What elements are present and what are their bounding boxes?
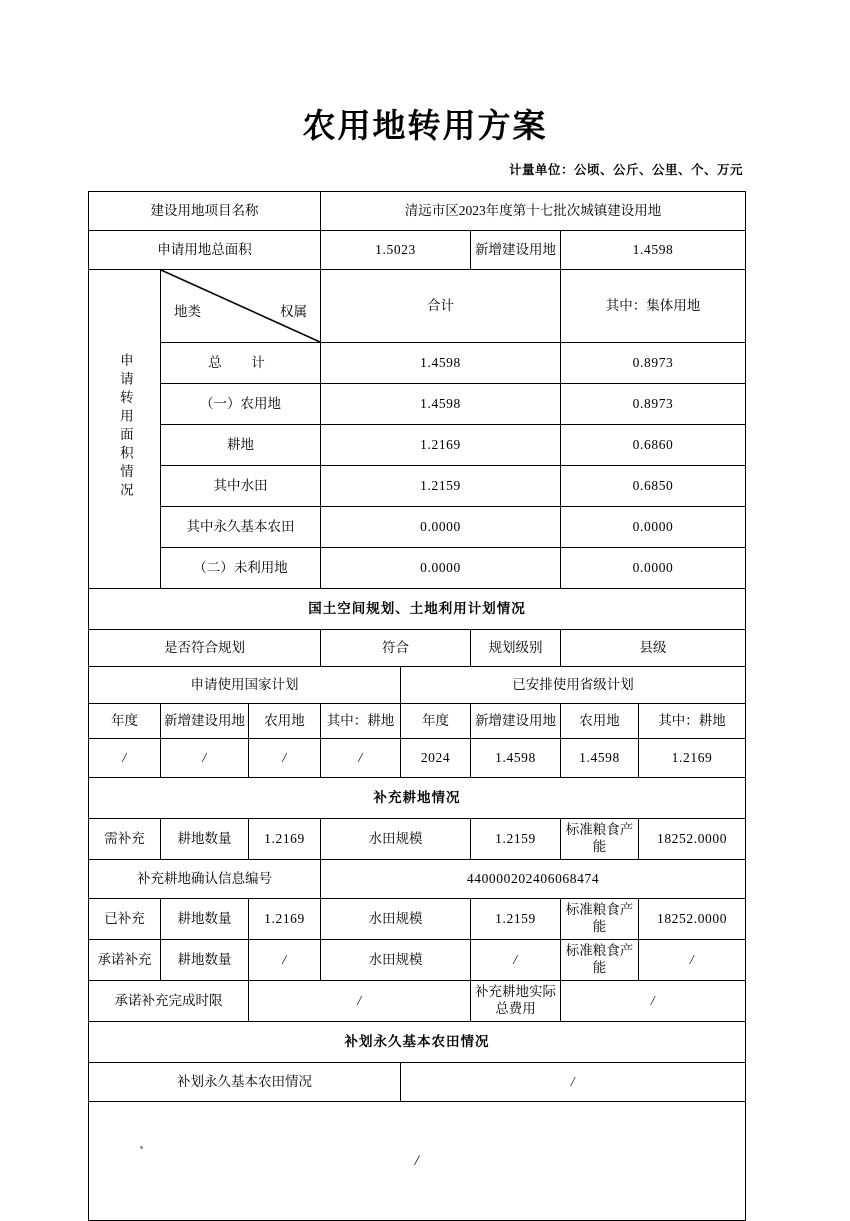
conversion-side-label-text: 申请转用面积情况 bbox=[117, 352, 133, 501]
basic-farmland-row-value: / bbox=[401, 1063, 746, 1102]
col-header-new-construction-national: 新增建设用地 bbox=[161, 704, 249, 739]
table-row bbox=[89, 466, 746, 507]
project-name-label: 建设用地项目名称 bbox=[89, 192, 321, 231]
promised-paddy-value: / bbox=[471, 940, 561, 981]
conversion-row-total: 0.0000 bbox=[321, 507, 561, 548]
national-agricultural-value: / bbox=[249, 739, 321, 778]
diagonal-header-cell bbox=[161, 270, 321, 343]
provincial-year-value: 2024 bbox=[401, 739, 471, 778]
col-header-year-national: 年度 bbox=[89, 704, 161, 739]
conversion-row-label: 耕地 bbox=[161, 425, 321, 466]
conversion-row-label: 总 计 bbox=[161, 343, 321, 384]
supplement-section-title: 补充耕地情况 bbox=[89, 778, 746, 819]
basic-farmland-row-label: 补划永久基本农田情况 bbox=[89, 1063, 401, 1102]
paddy-label: 水田规模 bbox=[321, 899, 471, 940]
table-row bbox=[89, 778, 746, 819]
table-row bbox=[89, 507, 746, 548]
table-row bbox=[89, 899, 746, 940]
actual-cost-value: / bbox=[561, 981, 746, 1022]
conversion-row-collective: 0.8973 bbox=[561, 343, 746, 384]
table-row bbox=[89, 819, 746, 860]
basic-farmland-section-title: 补划永久基本农田情况 bbox=[89, 1022, 746, 1063]
quantity-label: 耕地数量 bbox=[161, 899, 249, 940]
quantity-label: 耕地数量 bbox=[161, 819, 249, 860]
actual-cost-label: 补充耕地实际总费用 bbox=[471, 981, 561, 1022]
table-row bbox=[89, 548, 746, 589]
provincial-agricultural-value: 1.4598 bbox=[561, 739, 639, 778]
basic-farmland-remark-value: / bbox=[414, 1152, 420, 1169]
conversion-row-total: 0.0000 bbox=[321, 548, 561, 589]
capacity-label: 标准粮食产能 bbox=[561, 819, 639, 860]
table-row bbox=[89, 270, 746, 343]
column-header-collective: 其中：集体用地 bbox=[561, 270, 746, 343]
required-paddy-value: 1.2159 bbox=[471, 819, 561, 860]
table-row bbox=[89, 667, 746, 704]
planning-section-title: 国土空间规划、土地利用计划情况 bbox=[89, 589, 746, 630]
national-plan-header: 申请使用国家计划 bbox=[89, 667, 401, 704]
page-speck bbox=[140, 1146, 143, 1149]
quantity-label: 耕地数量 bbox=[161, 940, 249, 981]
table-row bbox=[89, 739, 746, 778]
conversion-row-collective: 0.6850 bbox=[561, 466, 746, 507]
col-header-agricultural-national: 农用地 bbox=[249, 704, 321, 739]
table-row bbox=[89, 860, 746, 899]
completed-paddy-value: 1.2159 bbox=[471, 899, 561, 940]
table-row bbox=[89, 1102, 746, 1221]
total-area-value: 1.5023 bbox=[321, 231, 471, 270]
plan-level-value: 县级 bbox=[561, 630, 746, 667]
conform-value: 符合 bbox=[321, 630, 471, 667]
conversion-row-collective: 0.0000 bbox=[561, 507, 746, 548]
conform-label: 是否符合规划 bbox=[89, 630, 321, 667]
unit-note: 计量单位：公顷、公斤、公里、个、万元 bbox=[508, 163, 743, 177]
col-header-cultivated-provincial: 其中：耕地 bbox=[639, 704, 746, 739]
confirm-no-label: 补充耕地确认信息编号 bbox=[89, 860, 321, 899]
col-header-new-construction-provincial: 新增建设用地 bbox=[471, 704, 561, 739]
conversion-row-total: 1.2159 bbox=[321, 466, 561, 507]
table-row bbox=[89, 384, 746, 425]
provincial-plan-header: 已安排使用省级计划 bbox=[401, 667, 746, 704]
promised-quantity-value: / bbox=[249, 940, 321, 981]
table-row bbox=[89, 704, 746, 739]
table-row bbox=[89, 425, 746, 466]
plan-level-label: 规划级别 bbox=[471, 630, 561, 667]
conversion-row-label: （二）未利用地 bbox=[161, 548, 321, 589]
paddy-label: 水田规模 bbox=[321, 940, 471, 981]
required-quantity-value: 1.2169 bbox=[249, 819, 321, 860]
conversion-row-total: 1.4598 bbox=[321, 384, 561, 425]
national-new-construction-value: / bbox=[161, 739, 249, 778]
table-row bbox=[89, 589, 746, 630]
capacity-label: 标准粮食产能 bbox=[561, 940, 639, 981]
deadline-value: / bbox=[249, 981, 471, 1022]
conversion-row-label: 其中永久基本农田 bbox=[161, 507, 321, 548]
table-row bbox=[89, 630, 746, 667]
basic-farmland-remark-cell bbox=[89, 1102, 746, 1221]
deadline-label: 承诺补充完成时限 bbox=[89, 981, 249, 1022]
land-conversion-table bbox=[88, 191, 746, 1221]
project-name-value: 清远市区2023年度第十七批次城镇建设用地 bbox=[321, 192, 746, 231]
promised-capacity-value: / bbox=[639, 940, 746, 981]
paddy-label: 水田规模 bbox=[321, 819, 471, 860]
table-row bbox=[89, 343, 746, 384]
col-header-cultivated-national: 其中：耕地 bbox=[321, 704, 401, 739]
promised-supplement-label: 承诺补充 bbox=[89, 940, 161, 981]
national-year-value: / bbox=[89, 739, 161, 778]
conversion-row-label: （一）农用地 bbox=[161, 384, 321, 425]
table-row bbox=[89, 940, 746, 981]
conversion-row-total: 1.2169 bbox=[321, 425, 561, 466]
capacity-label: 标准粮食产能 bbox=[561, 899, 639, 940]
conversion-side-label bbox=[89, 270, 161, 589]
table-row bbox=[89, 1022, 746, 1063]
new-construction-value: 1.4598 bbox=[561, 231, 746, 270]
column-header-total: 合计 bbox=[321, 270, 561, 343]
total-area-label: 申请用地总面积 bbox=[89, 231, 321, 270]
provincial-new-construction-value: 1.4598 bbox=[471, 739, 561, 778]
conversion-row-total: 1.4598 bbox=[321, 343, 561, 384]
completed-capacity-value: 18252.0000 bbox=[639, 899, 746, 940]
conversion-row-collective: 0.0000 bbox=[561, 548, 746, 589]
table-row bbox=[89, 231, 746, 270]
table-row bbox=[89, 192, 746, 231]
col-header-year-provincial: 年度 bbox=[401, 704, 471, 739]
national-cultivated-value: / bbox=[321, 739, 401, 778]
required-supplement-label: 需补充 bbox=[89, 819, 161, 860]
completed-supplement-label: 已补充 bbox=[89, 899, 161, 940]
confirm-no-value: 440000202406068474 bbox=[321, 860, 746, 899]
conversion-row-collective: 0.8973 bbox=[561, 384, 746, 425]
diagonal-row-label: 地类 bbox=[174, 304, 201, 319]
completed-quantity-value: 1.2169 bbox=[249, 899, 321, 940]
table-row bbox=[89, 981, 746, 1022]
conversion-row-collective: 0.6860 bbox=[561, 425, 746, 466]
table-row bbox=[89, 1063, 746, 1102]
required-capacity-value: 18252.0000 bbox=[639, 819, 746, 860]
new-construction-label: 新增建设用地 bbox=[471, 231, 561, 270]
provincial-cultivated-value: 1.2169 bbox=[639, 739, 746, 778]
diagonal-col-label: 权属 bbox=[280, 304, 308, 319]
conversion-row-label: 其中水田 bbox=[161, 466, 321, 507]
page-title: 农用地转用方案 bbox=[302, 109, 548, 145]
col-header-agricultural-provincial: 农用地 bbox=[561, 704, 639, 739]
